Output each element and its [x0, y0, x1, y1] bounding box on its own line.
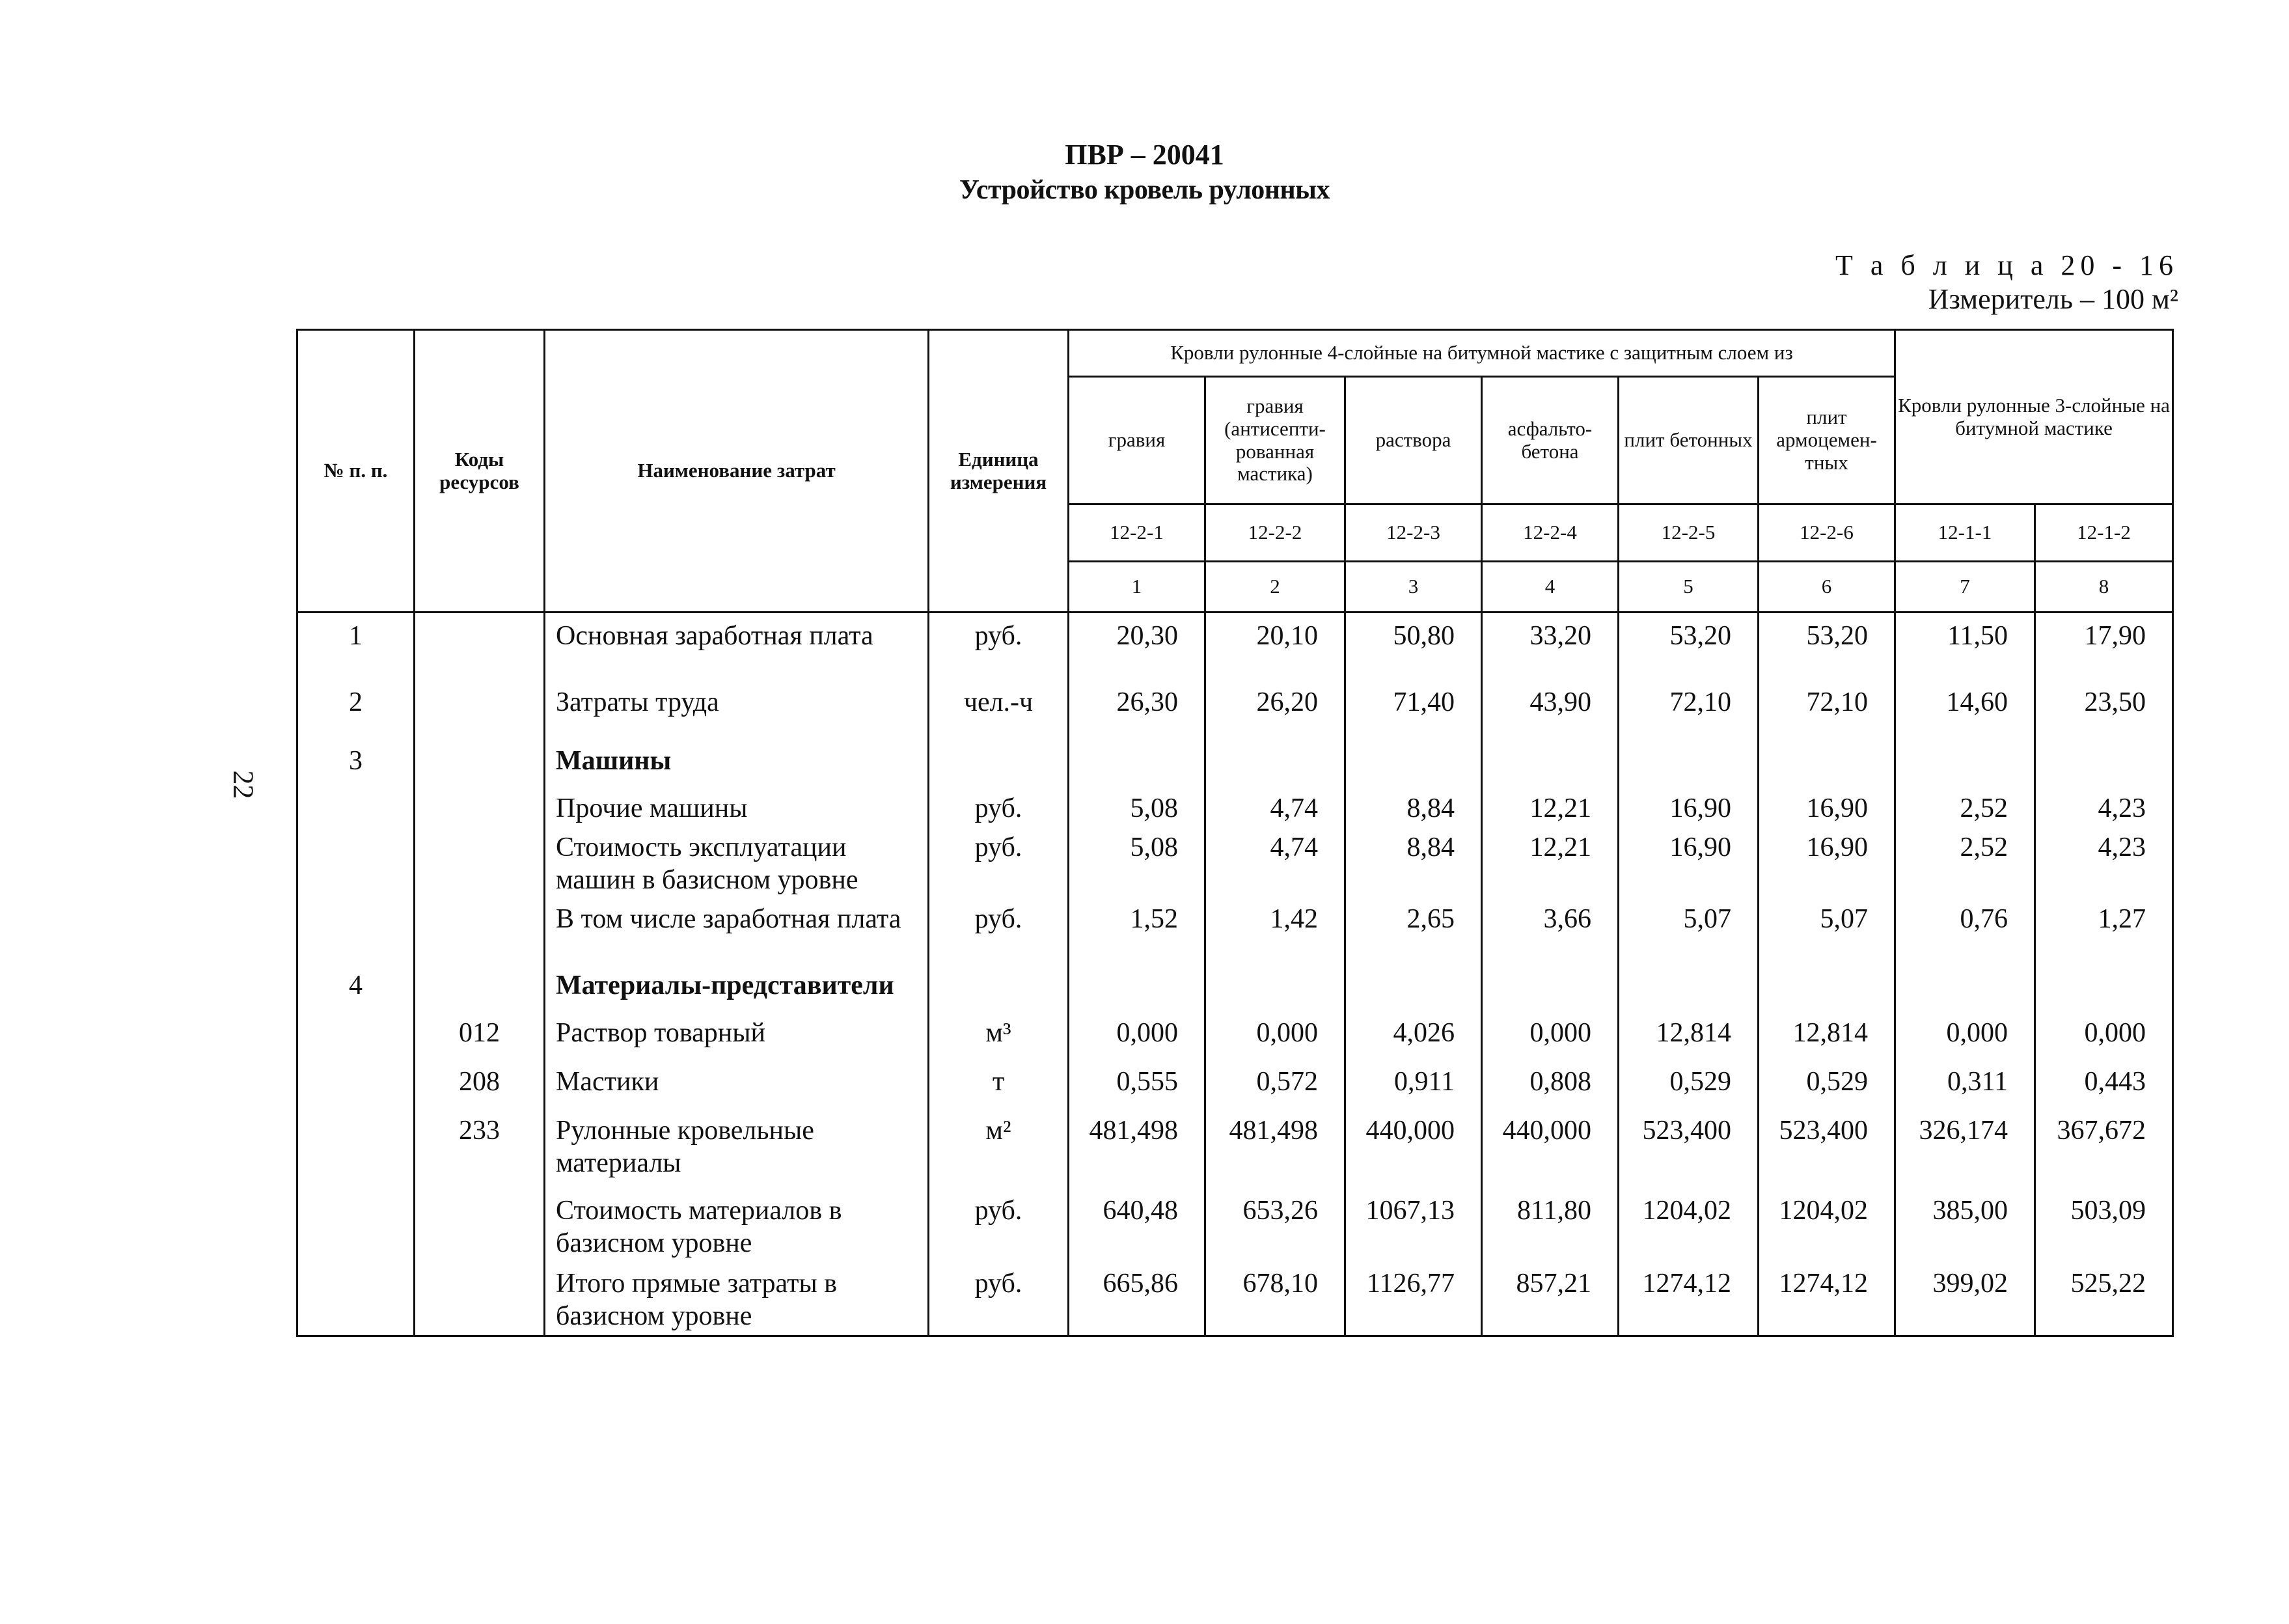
value-cell: [1619, 737, 1759, 786]
cost-name: Машины: [545, 737, 929, 786]
header-group-3-layer: Кровли рулонные 3-слойные на битумной мастике: [1895, 330, 2173, 504]
value-cell: 5,07: [1759, 896, 1895, 961]
measure-unit: Измеритель – 100 м²: [1928, 283, 2178, 315]
value-cell: 0,000: [2035, 1009, 2173, 1058]
rate-code: 12-2-6: [1759, 504, 1895, 562]
table-row: [297, 786, 2173, 825]
value-cell: 2,52: [1895, 786, 2035, 825]
subcol-header: раствора: [1345, 377, 1482, 504]
row-number: [297, 1058, 415, 1107]
value-cell: 665,86: [1069, 1259, 1205, 1336]
value-cell: [1759, 961, 1895, 1009]
table-row: [297, 825, 2173, 896]
resource-code: [415, 825, 545, 896]
value-cell: 440,000: [1482, 1107, 1619, 1187]
value-cell: 3,66: [1482, 896, 1619, 961]
value-cell: 1,52: [1069, 896, 1205, 961]
value-cell: 4,74: [1205, 786, 1345, 825]
unit: м³: [929, 1009, 1069, 1058]
resource-code: 233: [415, 1107, 545, 1187]
header-code: Коды ресурсов: [415, 330, 545, 612]
subcol-header: гравия (антисепти-рованная мастика): [1205, 377, 1345, 504]
value-cell: 385,00: [1895, 1187, 2035, 1259]
resource-table: [296, 329, 2174, 1337]
row-number: 4: [297, 961, 415, 1009]
value-cell: 640,48: [1069, 1187, 1205, 1259]
document-title: Устройство кровель рулонных: [959, 175, 1330, 205]
value-cell: 0,000: [1069, 1009, 1205, 1058]
value-cell: 1,27: [2035, 896, 2173, 961]
column-number: 5: [1619, 562, 1759, 612]
value-cell: 523,400: [1759, 1107, 1895, 1187]
subcol-header: плит армоцемен-тных: [1759, 377, 1895, 504]
unit: руб.: [929, 825, 1069, 896]
cost-name: Затраты труда: [545, 680, 929, 737]
value-cell: 0,808: [1482, 1058, 1619, 1107]
cost-name: Мастики: [545, 1058, 929, 1107]
table-row: [297, 612, 2173, 680]
unit: руб.: [929, 1259, 1069, 1336]
resource-code: [415, 737, 545, 786]
row-number: [297, 1009, 415, 1058]
value-cell: 653,26: [1205, 1187, 1345, 1259]
value-cell: 16,90: [1759, 825, 1895, 896]
value-cell: [2035, 737, 2173, 786]
value-cell: 43,90: [1482, 680, 1619, 737]
table-row: [297, 680, 2173, 737]
value-cell: 0,555: [1069, 1058, 1205, 1107]
value-cell: 4,23: [2035, 786, 2173, 825]
value-cell: 1204,02: [1759, 1187, 1895, 1259]
column-number: 4: [1482, 562, 1619, 612]
value-cell: 0,529: [1759, 1058, 1895, 1107]
value-cell: 481,498: [1069, 1107, 1205, 1187]
column-number: 6: [1759, 562, 1895, 612]
resource-code: [415, 786, 545, 825]
value-cell: 16,90: [1619, 786, 1759, 825]
rate-code: 12-1-2: [2035, 504, 2173, 562]
unit: м²: [929, 1107, 1069, 1187]
value-cell: 440,000: [1345, 1107, 1482, 1187]
value-cell: 1274,12: [1619, 1259, 1759, 1336]
value-cell: 1274,12: [1759, 1259, 1895, 1336]
unit: т: [929, 1058, 1069, 1107]
value-cell: 399,02: [1895, 1259, 2035, 1336]
unit: руб.: [929, 896, 1069, 961]
value-cell: 4,026: [1345, 1009, 1482, 1058]
row-number: 1: [297, 612, 415, 680]
value-cell: 5,08: [1069, 786, 1205, 825]
rate-code: 12-2-1: [1069, 504, 1205, 562]
resource-code: [415, 961, 545, 1009]
resource-code: 012: [415, 1009, 545, 1058]
value-cell: 367,672: [2035, 1107, 2173, 1187]
value-cell: 50,80: [1345, 612, 1482, 680]
value-cell: [1895, 961, 2035, 1009]
table-body: [297, 612, 2173, 1336]
value-cell: [1345, 737, 1482, 786]
subcol-header: асфальто-бетона: [1482, 377, 1619, 504]
value-cell: 16,90: [1759, 786, 1895, 825]
value-cell: 326,174: [1895, 1107, 2035, 1187]
value-cell: 0,311: [1895, 1058, 2035, 1107]
value-cell: [1205, 961, 1345, 1009]
value-cell: 4,23: [2035, 825, 2173, 896]
value-cell: 11,50: [1895, 612, 2035, 680]
value-cell: 8,84: [1345, 786, 1482, 825]
column-number: 7: [1895, 562, 2035, 612]
value-cell: 72,10: [1759, 680, 1895, 737]
header-name: Наименование затрат: [545, 330, 929, 612]
value-cell: 5,08: [1069, 825, 1205, 896]
value-cell: 53,20: [1759, 612, 1895, 680]
cost-name: Прочие машины: [545, 786, 929, 825]
table-row: [297, 1058, 2173, 1107]
cost-name: Итого прямые затраты в базисном уровне: [545, 1259, 929, 1336]
value-cell: [1345, 961, 1482, 1009]
value-cell: 71,40: [1345, 680, 1482, 737]
cost-name: Стоимость эксплуатации машин в базисном уровне: [545, 825, 929, 896]
value-cell: 23,50: [2035, 680, 2173, 737]
resource-code: [415, 612, 545, 680]
column-number: 3: [1345, 562, 1482, 612]
value-cell: 12,21: [1482, 786, 1619, 825]
unit: [929, 737, 1069, 786]
value-cell: 26,30: [1069, 680, 1205, 737]
rate-code: 12-2-4: [1482, 504, 1619, 562]
value-cell: 1,42: [1205, 896, 1345, 961]
row-number: 3: [297, 737, 415, 786]
value-cell: 5,07: [1619, 896, 1759, 961]
cost-name: Материалы-представители: [545, 961, 929, 1009]
rate-code: 12-2-3: [1345, 504, 1482, 562]
cost-name: Стоимость материалов в базисном уровне: [545, 1187, 929, 1259]
row-number: [297, 1107, 415, 1187]
unit: руб.: [929, 612, 1069, 680]
value-cell: 0,000: [1482, 1009, 1619, 1058]
table-row: [297, 1107, 2173, 1187]
value-cell: 20,10: [1205, 612, 1345, 680]
table-row: [297, 1187, 2173, 1259]
value-cell: 1126,77: [1345, 1259, 1482, 1336]
value-cell: 503,09: [2035, 1187, 2173, 1259]
header-group-4-layer: Кровли рулонные 4-слойные на битумной мастике с защитным слоем из: [1069, 330, 1895, 377]
column-number: 1: [1069, 562, 1205, 612]
value-cell: 53,20: [1619, 612, 1759, 680]
unit: руб.: [929, 1187, 1069, 1259]
value-cell: 857,21: [1482, 1259, 1619, 1336]
value-cell: 678,10: [1205, 1259, 1345, 1336]
unit: руб.: [929, 786, 1069, 825]
value-cell: 20,30: [1069, 612, 1205, 680]
value-cell: [1759, 737, 1895, 786]
resource-code: [415, 1259, 545, 1336]
value-cell: 12,814: [1759, 1009, 1895, 1058]
row-number: [297, 1259, 415, 1336]
header-no: № п. п.: [297, 330, 415, 612]
row-number: [297, 786, 415, 825]
document-code: ПВР – 20041: [1065, 139, 1224, 171]
row-number: [297, 825, 415, 896]
value-cell: 481,498: [1205, 1107, 1345, 1187]
value-cell: 2,65: [1345, 896, 1482, 961]
resource-code: [415, 896, 545, 961]
table-row: [297, 737, 2173, 786]
resource-code: [415, 680, 545, 737]
value-cell: 525,22: [2035, 1259, 2173, 1336]
value-cell: [1482, 737, 1619, 786]
rate-code: 12-1-1: [1895, 504, 2035, 562]
rate-code: 12-2-5: [1619, 504, 1759, 562]
value-cell: 14,60: [1895, 680, 2035, 737]
value-cell: 12,814: [1619, 1009, 1759, 1058]
unit: чел.-ч: [929, 680, 1069, 737]
value-cell: 1204,02: [1619, 1187, 1759, 1259]
subcol-header: плит бетонных: [1619, 377, 1759, 504]
value-cell: [1069, 961, 1205, 1009]
table-row: [297, 896, 2173, 961]
value-cell: [1069, 737, 1205, 786]
column-number: 2: [1205, 562, 1345, 612]
value-cell: 33,20: [1482, 612, 1619, 680]
table-row: [297, 1259, 2173, 1336]
value-cell: 1067,13: [1345, 1187, 1482, 1259]
value-cell: 4,74: [1205, 825, 1345, 896]
value-cell: 0,911: [1345, 1058, 1482, 1107]
resource-code: [415, 1187, 545, 1259]
value-cell: [1895, 737, 2035, 786]
value-cell: 0,000: [1895, 1009, 2035, 1058]
resource-code: 208: [415, 1058, 545, 1107]
value-cell: [2035, 961, 2173, 1009]
cost-name: Рулонные кровельные материалы: [545, 1107, 929, 1187]
table-row: [297, 961, 2173, 1009]
row-number: [297, 896, 415, 961]
value-cell: 811,80: [1482, 1187, 1619, 1259]
header-unit: Единица измерения: [929, 330, 1069, 612]
table-row: [297, 1009, 2173, 1058]
value-cell: 523,400: [1619, 1107, 1759, 1187]
value-cell: 0,572: [1205, 1058, 1345, 1107]
subcol-header: гравия: [1069, 377, 1205, 504]
rate-code: 12-2-2: [1205, 504, 1345, 562]
value-cell: 72,10: [1619, 680, 1759, 737]
value-cell: 0,529: [1619, 1058, 1759, 1107]
row-number: [297, 1187, 415, 1259]
cost-name: В том числе заработная плата: [545, 896, 929, 961]
value-cell: 0,443: [2035, 1058, 2173, 1107]
page-number: 22: [227, 770, 260, 799]
value-cell: 0,76: [1895, 896, 2035, 961]
value-cell: 2,52: [1895, 825, 2035, 896]
value-cell: [1482, 961, 1619, 1009]
value-cell: [1205, 737, 1345, 786]
value-cell: 12,21: [1482, 825, 1619, 896]
unit: [929, 961, 1069, 1009]
value-cell: 8,84: [1345, 825, 1482, 896]
value-cell: [1619, 961, 1759, 1009]
cost-name: Основная заработная плата: [545, 612, 929, 680]
table-label: Т а б л и ц а 20 - 16: [1835, 249, 2178, 281]
cost-name: Раствор товарный: [545, 1009, 929, 1058]
value-cell: 26,20: [1205, 680, 1345, 737]
table-header: [297, 330, 2173, 612]
value-cell: 16,90: [1619, 825, 1759, 896]
value-cell: 17,90: [2035, 612, 2173, 680]
value-cell: 0,000: [1205, 1009, 1345, 1058]
row-number: 2: [297, 680, 415, 737]
column-number: 8: [2035, 562, 2173, 612]
